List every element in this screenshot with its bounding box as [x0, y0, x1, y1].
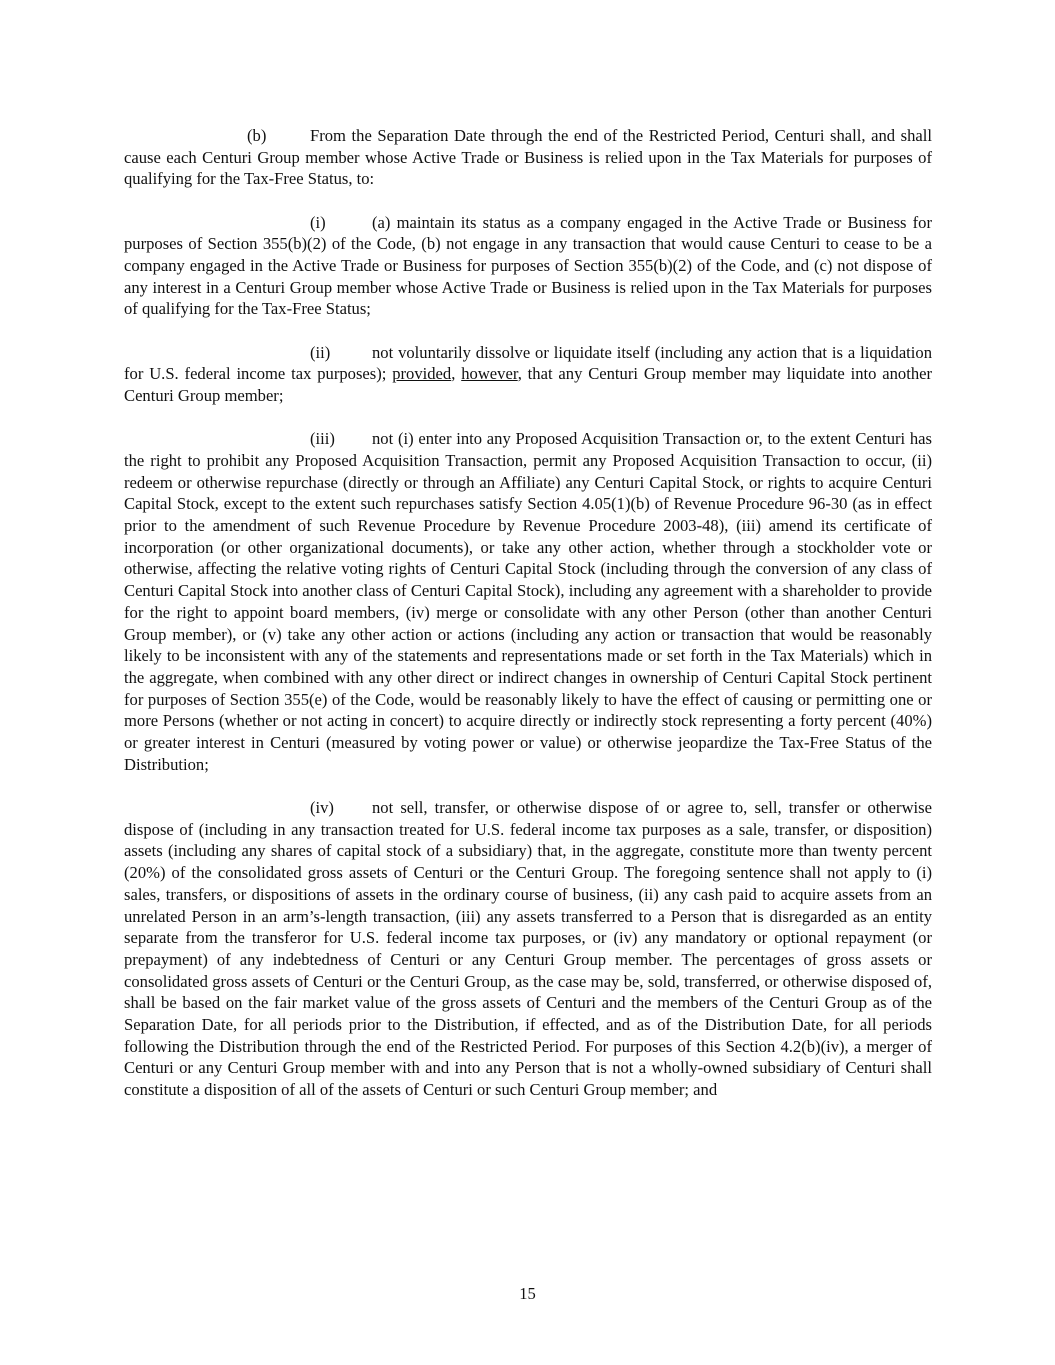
provided-underlined-term: provided [392, 364, 452, 384]
paragraph-b-text: From the Separation Date through the end of the Restricted Period, Centuri shall, and shall cause each Centuri Group member whose Active Trade or Business is relied upon in the Tax Materials for purposes of qualifying for the Tax-Free Status, to: [124, 126, 932, 189]
paragraph-ii-separator: , [451, 364, 462, 384]
paragraph-iii-text: not (i) enter into any Proposed Acquisition Transaction or, to the extent Centuri has the right to prohibit any Proposed Acquisition Transaction, permit any Proposed Acquisition Transaction to occur, (ii) redeem or otherwise repurchase (directly or through an Affiliate) any Centuri Capital Stock, or rights to acquire Centuri Capital Stock, except to the extent such repurchases satisfy Section 4.05(1)(b) of Revenue Procedure 96-30 (as in effect prior to the amendment of such Revenue Procedure by Revenue Procedure 2003-48), (iii) amend its certificate of incorporation (or other organizational documents), or take any other action, whether through a stockholder vote or otherwise, affecting the relative voting rights of Centuri Capital Stock (including through the conversion of any class of Centuri Capital Stock into another class of Centuri Capital Stock), including any agreement with a shareholder to provide for the right to appoint board members, (iv) merge or consolidate with any other Person (other than another Centuri Group member), or (v) take any other action or actions (including any action or transaction that would be reasonably likely to be inconsistent with any of the statements and representations made or set forth in the Tax Materials) which in the aggregate, when combined with any other direct or indirect changes in ownership of Centuri Capital Stock pertinent for purposes of Section 355(e) of the Code, would be reasonably likely to have the effect of causing or permitting one or more Persons (whether or not acting in concert) to acquire directly or indirectly stock representing a forty percent (40%) or greater interest in Centuri (measured by voting power or value) or otherwise jeopardize the Tax-Free Status of the Distribution; [124, 429, 932, 774]
paragraph-ii-text-after: , that any Centuri Group member may liquidate into another Centuri Group member; [124, 364, 933, 406]
paragraph-ii [124, 342, 932, 407]
paragraph-b [124, 125, 932, 190]
paragraph-b-enumerator: (b) [247, 126, 267, 145]
document-body [124, 125, 932, 1122]
paragraph-ii-text-before: not voluntarily dissolve or liquidate itself (including any action that is a liquidation for U.S. federal income tax purposes); [124, 342, 932, 384]
paragraph-iv-text: not sell, transfer, or otherwise dispose of or agree to, sell, transfer or otherwise dispose of (including in any transaction treated for U.S. federal income tax purposes as a sale, transfer, or disposition) assets (including any shares of capital stock of a subsidiary) that, in the aggregate, constitute more than twenty percent (20%) of the consolidated gross assets of Centuri or the Centuri Group. The foregoing sentence shall not apply to (i) sales, transfers, or dispositions of assets in the ordinary course of business, (ii) any cash paid to acquire assets from an unrelated Person in an arm’s-length transaction, (iii) any assets transferred to a Person that is disregarded as an entity separate from the transferor for U.S. federal income tax purposes, or (iv) any mandatory or optional repayment (or prepayment) of any indebtedness of Centuri or any Centuri Group member. The percentages of gross assets or consolidated gross assets of Centuri or the Centuri Group, as the case may be, sold, transferred, or otherwise disposed of, shall be based on the fair market value of the gross assets of Centuri and the members of the Centuri Group as of the Separation Date, for all periods prior to the Distribution, if effected, and as of the Distribution Date, for all periods following the Distribution through the end of the Restricted Period. For purposes of this Section 4.2(b)(iv), a merger of Centuri or any Centuri Group member with and into any Person that is not a wholly-owned subsidiary of Centuri shall constitute a disposition of all of the assets of Centuri or such Centuri Group member; and [124, 797, 932, 1100]
paragraph-iv [124, 797, 932, 1101]
page-number: 15 [519, 1284, 536, 1303]
paragraph-i-enumerator: (i) [310, 212, 326, 232]
paragraph-ii-enumerator: (ii) [310, 342, 331, 362]
paragraph-iii [124, 428, 932, 775]
however-underlined-term: however [461, 364, 518, 384]
paragraph-iii-enumerator: (iii) [310, 429, 335, 449]
paragraph-i-text: (a) maintain its status as a company engaged in the Active Trade or Business for purposes of Section 355(b)(2) of the Code, (b) not engage in any transaction that would cause Centuri to cease to be a company engaged in the Active Trade or Business for purposes of Section 355(b)(2) of the Code, and (c) not dispose of any interest in a Centuri Group member whose Active Trade or Business is relied upon in the Tax Materials for purposes of qualifying for the Tax-Free Status; [124, 212, 932, 319]
paragraph-iv-enumerator: (iv) [310, 797, 334, 817]
paragraph-i [124, 212, 932, 321]
